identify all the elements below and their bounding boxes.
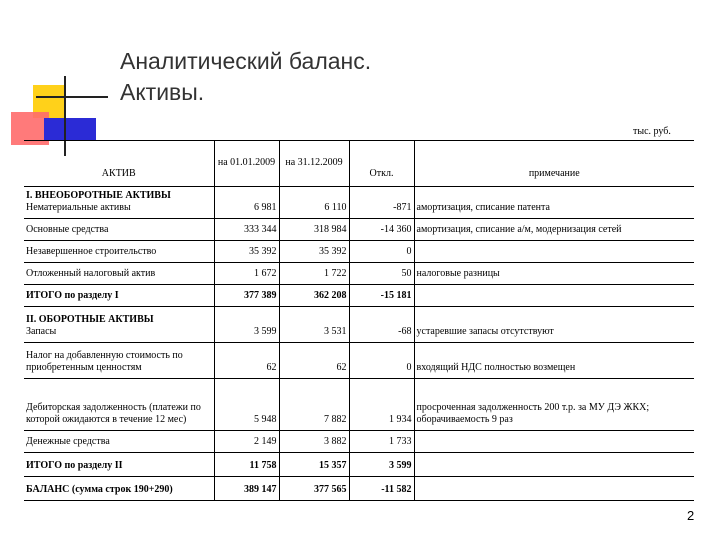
row-note: налоговые разницы: [414, 263, 694, 285]
table-row: [24, 307, 694, 343]
table-header-row: [24, 141, 694, 187]
row-start-value: 11 758: [214, 453, 279, 477]
row-note: [414, 285, 694, 307]
row-name: Незавершенное строительство: [24, 241, 214, 263]
balance-table: [24, 140, 694, 501]
row-end-value: 15 357: [279, 453, 349, 477]
unit-label: тыс. руб.: [633, 126, 671, 137]
row-name: ИТОГО по разделу I: [24, 285, 214, 307]
row-deviation: 3 599: [349, 453, 414, 477]
row-start-value: 5 948: [214, 379, 279, 431]
table-row: [24, 241, 694, 263]
row-start-value: 389 147: [214, 477, 279, 501]
row-name-cell: [24, 307, 214, 343]
row-deviation: 50: [349, 263, 414, 285]
row-start-value: 2 149: [214, 431, 279, 453]
row-name: Отложенный налоговый актив: [24, 263, 214, 285]
row-start-value: 6 981: [214, 187, 279, 219]
table-row-total: [24, 453, 694, 477]
decor-horizontal-line: [36, 96, 108, 98]
table-row: [24, 263, 694, 285]
table-row-total: [24, 285, 694, 307]
slide-title-line2: Активы.: [120, 79, 205, 105]
row-name: Основные средства: [24, 219, 214, 241]
section-title: II. ОБОРОТНЫЕ АКТИВЫ: [26, 314, 154, 325]
row-name: ИТОГО по разделу II: [24, 453, 214, 477]
row-note: устаревшие запасы отсутствуют: [414, 307, 694, 343]
row-note: [414, 431, 694, 453]
row-start-value: 3 599: [214, 307, 279, 343]
decor-blue-square: [44, 118, 96, 140]
row-end-value: 3 882: [279, 431, 349, 453]
row-deviation: 1 934: [349, 379, 414, 431]
row-start-value: 62: [214, 343, 279, 379]
header-aktiv: АКТИВ: [24, 141, 214, 187]
table-row: [24, 219, 694, 241]
row-start-value: 35 392: [214, 241, 279, 263]
table-row: [24, 379, 694, 431]
row-deviation: 0: [349, 241, 414, 263]
row-note: просроченная задолженность 200 т.р. за МУ ДЭ ЖКХ; оборачиваемость 9 раз: [414, 379, 694, 431]
row-end-value: 318 984: [279, 219, 349, 241]
row-deviation: 1 733: [349, 431, 414, 453]
row-name: Дебиторская задолженность (платежи по которой ожидаются в течение 12 мес): [24, 379, 214, 431]
row-name: БАЛАНС (сумма строк 190+290): [24, 477, 214, 501]
row-end-value: 362 208: [279, 285, 349, 307]
row-start-value: 333 344: [214, 219, 279, 241]
row-name: Нематериальные активы: [26, 202, 131, 213]
row-start-value: 1 672: [214, 263, 279, 285]
row-deviation: -15 181: [349, 285, 414, 307]
table-row: [24, 343, 694, 379]
page-number: 2: [687, 508, 695, 523]
header-deviation: Откл.: [349, 141, 414, 187]
row-name: Запасы: [26, 326, 57, 337]
row-name: Налог на добавленную стоимость по приобретенным ценностям: [24, 343, 214, 379]
row-end-value: 3 531: [279, 307, 349, 343]
header-end-date: на 31.12.2009: [279, 141, 349, 187]
row-end-value: 7 882: [279, 379, 349, 431]
row-note: [414, 241, 694, 263]
header-note: примечание: [414, 141, 694, 187]
row-end-value: 1 722: [279, 263, 349, 285]
row-end-value: 62: [279, 343, 349, 379]
row-deviation: -68: [349, 307, 414, 343]
row-deviation: -11 582: [349, 477, 414, 501]
row-deviation: -14 360: [349, 219, 414, 241]
header-start-date: на 01.01.2009: [214, 141, 279, 187]
slide-title-line1: Аналитический баланс.: [120, 48, 372, 74]
row-note: амортизация, списание а/м, модернизация сетей: [414, 219, 694, 241]
row-note: входящий НДС полностью возмещен: [414, 343, 694, 379]
table-row: [24, 431, 694, 453]
section-title: I. ВНЕОБОРОТНЫЕ АКТИВЫ: [26, 190, 171, 201]
row-note: амортизация, списание патента: [414, 187, 694, 219]
row-end-value: 6 110: [279, 187, 349, 219]
table-row-balance: [24, 477, 694, 501]
row-start-value: 377 389: [214, 285, 279, 307]
row-deviation: -871: [349, 187, 414, 219]
row-end-value: 35 392: [279, 241, 349, 263]
slide-title: [120, 46, 371, 108]
row-end-value: 377 565: [279, 477, 349, 501]
table-row: [24, 187, 694, 219]
row-note: [414, 477, 694, 501]
row-note: [414, 453, 694, 477]
row-name-cell: [24, 187, 214, 219]
row-deviation: 0: [349, 343, 414, 379]
row-name: Денежные средства: [24, 431, 214, 453]
